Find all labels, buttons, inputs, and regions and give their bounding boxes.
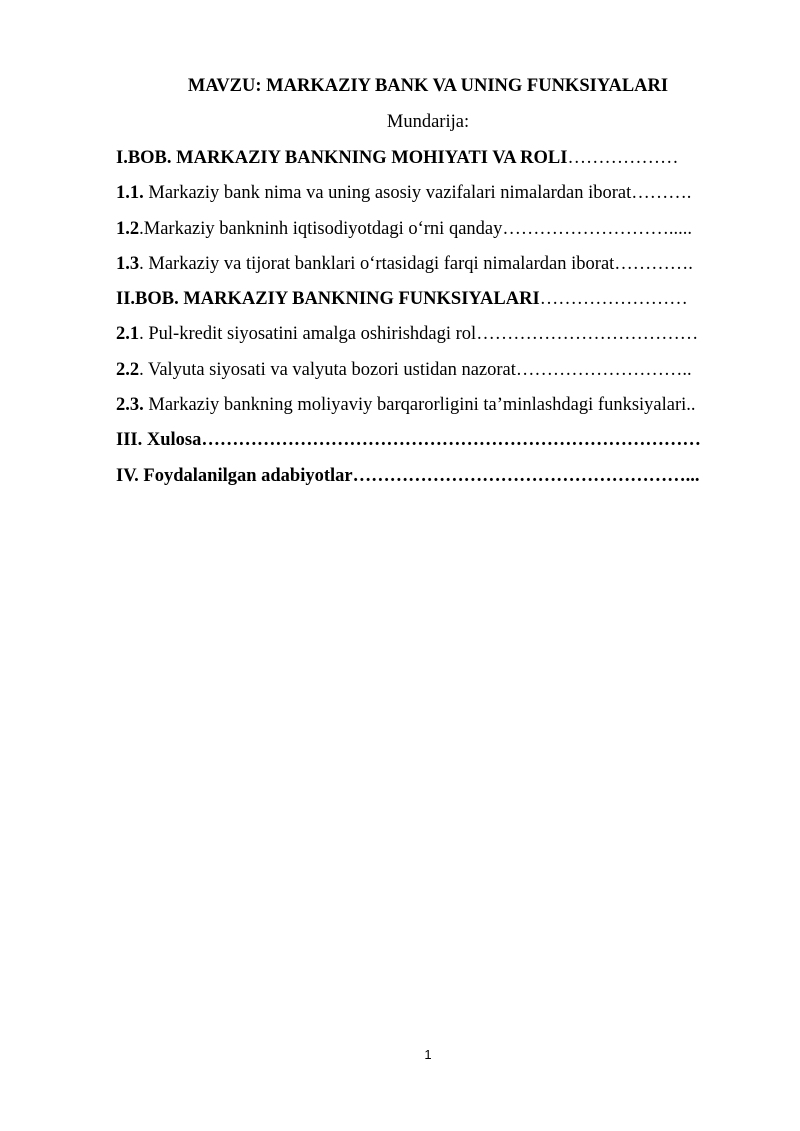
chapter-2-dots: ……………………	[539, 289, 688, 310]
references-text: IV. Foydalanilgan adabiyotlar………………………………………………...	[116, 465, 700, 486]
toc-item-1-3	[116, 252, 716, 287]
chapter-2-heading: II.BOB. MARKAZIY BANKNING FUNKSIYALARI	[116, 289, 540, 310]
toc-references	[116, 464, 716, 499]
item-2-2-text: . Valyuta siyosati va valyuta bozori ustidan nazorat………………………..	[139, 359, 692, 380]
table-of-contents	[116, 146, 716, 499]
toc-item-2-1	[116, 322, 716, 357]
item-2-3-text: Markaziy bankning moliyaviy barqarorligini ta’minlashdagi funksiyalari..	[143, 395, 696, 416]
chapter-1-dots: ………………	[567, 148, 679, 168]
item-1-1-text: Markaziy bank nima va uning asosiy vazifalari nimalardan iborat……….	[143, 183, 692, 204]
toc-item-1-2	[116, 217, 716, 252]
chapter-1-heading: I.BOB. MARKAZIY BANKNING MOHIYATI VA ROLI	[116, 148, 568, 168]
item-2-1-text: . Pul-kredit siyosatini amalga oshirishdagi rol………………………………	[139, 324, 699, 345]
item-1-3-text: . Markaziy va tijorat banklari o‘rtasidagi farqi nimalardan iborat………….	[139, 253, 693, 274]
item-2-3-number: 2.3.	[116, 395, 144, 416]
item-2-1-number: 2.1	[116, 324, 140, 345]
item-1-3-number: 1.3	[116, 253, 140, 274]
toc-heading: Mundarija:	[386, 112, 470, 132]
toc-chapter-2	[116, 287, 716, 322]
document-title: MAVZU: MARKAZIY BANK VA UNING FUNKSIYALARI	[187, 76, 669, 96]
item-1-2-number: 1.2	[116, 218, 140, 239]
page-number: 1	[424, 1047, 432, 1062]
toc-item-2-2	[116, 358, 716, 393]
item-1-2-text: .Markaziy bankninh iqtisodiyotdagi o‘rni qanday……………………….....	[139, 218, 692, 239]
toc-item-2-3	[116, 393, 716, 428]
conclusion-text: III. Xulosa………………………………………………………………………	[116, 430, 701, 451]
item-2-2-number: 2.2	[116, 359, 140, 380]
toc-chapter-1	[116, 146, 716, 181]
item-1-1-number: 1.1.	[116, 183, 144, 204]
toc-item-1-1	[116, 181, 716, 216]
toc-conclusion	[116, 428, 716, 463]
